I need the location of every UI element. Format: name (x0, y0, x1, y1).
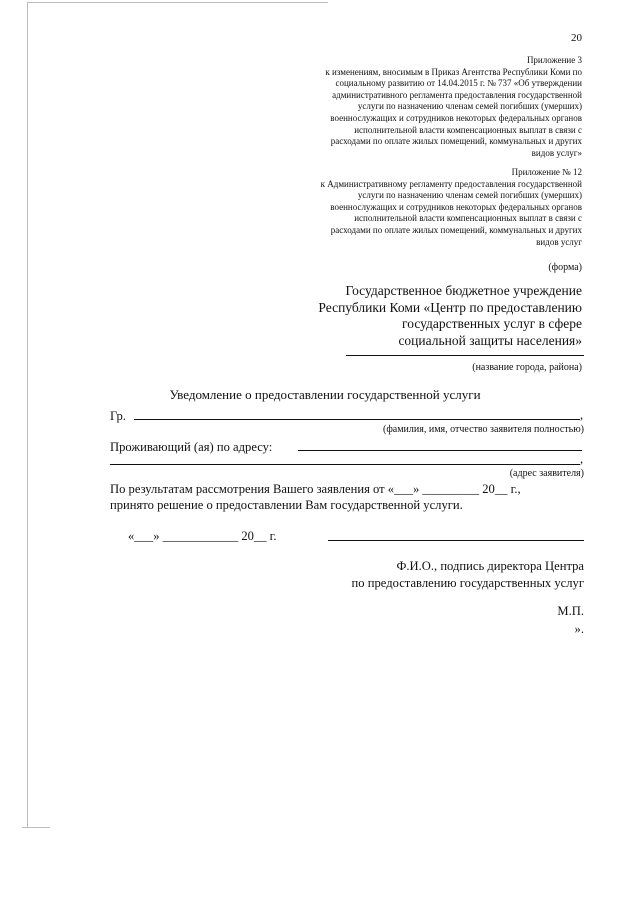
address-label: Проживающий (ая) по адресу: (110, 440, 273, 454)
institution-line: Республики Коми «Центр по предоставлению (318, 299, 582, 315)
stamp-label: М.П. (557, 604, 584, 618)
comma: , (580, 452, 584, 466)
comma: , (580, 408, 584, 422)
page-number: 20 (571, 32, 582, 44)
form-label: (форма) (548, 262, 582, 273)
annex-3-line: услуги по назначению членам семей погибших (умерших) (357, 101, 582, 112)
annex-3-line: военнослужащих и сотрудников некоторых федеральных органов (330, 112, 582, 123)
scan-edge-top (28, 2, 328, 3)
name-caption: (фамилия, имя, отчество заявителя полностью) (382, 424, 584, 435)
annex-12-line: услуги по назначению членам семей погибших (умерших) (357, 190, 582, 201)
annex-3-line: социальному развитию от 14.04.2015 г. № 737 «Об утверждении (335, 78, 582, 89)
address-caption: (адрес заявителя) (509, 468, 584, 479)
scan-edge-bottom (22, 827, 50, 828)
annex-12-title: Приложение № 12 (511, 167, 582, 177)
annex-12-line: военнослужащих и сотрудников некоторых федеральных органов (330, 201, 582, 212)
annex-3-title: Приложение 3 (526, 55, 582, 65)
annex-12-line: к Административному регламенту предоставления государственной (320, 178, 582, 189)
signature-line: по предоставлению государственных услуг (351, 576, 584, 590)
signature-caption (352, 558, 584, 592)
notice-title: Уведомление о предоставлении государственной услуги (169, 387, 481, 402)
annex-12-line: расходами по оплате жилых помещений, коммунальных и других (330, 224, 582, 235)
signature-blank-line (328, 532, 584, 541)
annex-3-line: видов услуг» (531, 147, 582, 158)
address-line-2 (110, 455, 580, 465)
scan-edge-left (27, 2, 28, 828)
annex-12-line: видов услуг (536, 236, 582, 247)
institution-name (318, 283, 582, 349)
institution-line: Государственное бюджетное учреждение (345, 283, 582, 298)
closing-quote: ». (574, 622, 584, 636)
city-caption: (название города, района) (472, 362, 582, 373)
institution-line: государственных услуг в сфере (402, 316, 582, 331)
annex-3-line: расходами по оплате жилых помещений, коммунальных и других (330, 136, 582, 147)
signature-line: Ф.И.О., подпись директора Центра (396, 559, 584, 573)
annex-12-line: исполнительной власти компенсационных выплат в связи с (354, 213, 582, 224)
city-blank-line (346, 350, 584, 356)
annex-3-line: административного регламента предоставления государственной (332, 89, 582, 100)
institution-line: социальной защиты населения» (398, 332, 582, 348)
applicant-name-line (134, 411, 580, 420)
date-line: «___» ____________ 20__ г. (128, 529, 277, 543)
annex-3-header (252, 55, 582, 159)
decision-line-2: принято решение о предоставлении Вам государственной услуги. (110, 498, 463, 512)
decision-line-1: По результатам рассмотрения Вашего заявления от «___» _________ 20__ г., (110, 482, 521, 496)
annex-12-header (252, 167, 582, 248)
annex-3-line: к изменениям, вносимым в Приказ Агентства Республики Коми по (325, 66, 582, 77)
stamp-area (557, 602, 584, 638)
annex-3-line: исполнительной власти компенсационных выплат в связи с (354, 124, 582, 135)
citizen-prefix: Гр. (110, 409, 126, 423)
address-line-1 (298, 442, 582, 451)
